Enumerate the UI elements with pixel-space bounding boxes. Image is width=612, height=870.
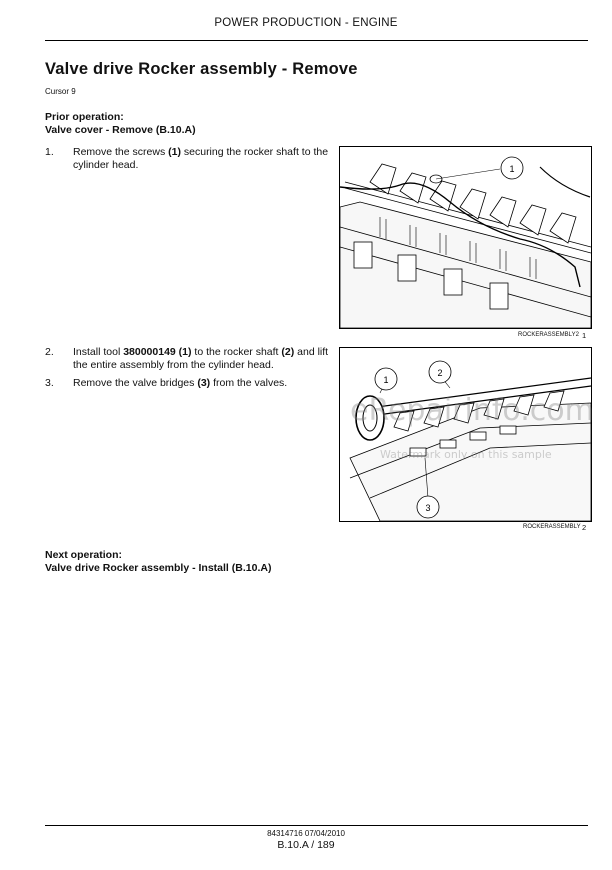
footer-divider	[45, 825, 588, 826]
prior-operation-link[interactable]: Valve cover - Remove (B.10.A)	[45, 124, 196, 136]
step-number: 1.	[45, 146, 54, 158]
figure-2-number: 2	[582, 523, 587, 532]
footer-page-number: B.10.A / 189	[277, 839, 335, 851]
callout-label: 2	[437, 368, 443, 378]
next-operation-link[interactable]: Valve drive Rocker assembly - Install (B.10.A)	[45, 562, 272, 574]
figure-1-caption: ROCKERASSEMBLY2	[518, 332, 579, 338]
prior-operation-label: Prior operation:	[45, 111, 124, 123]
model-label: Cursor 9	[45, 87, 76, 96]
rocker-lift-illustration	[340, 348, 591, 521]
page-header-section: POWER PRODUCTION - ENGINE	[214, 17, 398, 29]
figure-1-number: 1	[582, 331, 587, 340]
figure-1-image	[339, 146, 592, 329]
callout-label: 1	[383, 375, 389, 385]
watermark-note: Watermark only on this sample	[380, 448, 552, 461]
step-text: Remove the valve bridges (3) from the valves.	[73, 377, 288, 389]
step-number: 3.	[45, 377, 54, 389]
callout-label: 3	[425, 503, 431, 513]
step-text: Install tool 380000149 (1) to the rocker shaft (2) and lift the entire assembly from the cylinder head.	[73, 346, 329, 371]
next-operation-label: Next operation:	[45, 549, 123, 561]
step-number: 2.	[45, 346, 54, 358]
figure-2-image	[339, 347, 592, 522]
step-text: Remove the screws (1) securing the rocker shaft to the cylinder head.	[73, 146, 329, 171]
footer-doc-id: 84314716 07/04/2010	[267, 829, 345, 838]
header-divider	[45, 40, 588, 41]
page-title: Valve drive Rocker assembly - Remove	[45, 60, 358, 78]
figure-2-caption: ROCKERASSEMBLY	[523, 524, 581, 530]
rocker-removal-illustration	[340, 147, 591, 328]
watermark-brand: eRepairinfo.com	[350, 393, 594, 428]
callout-label: 1	[509, 164, 515, 174]
